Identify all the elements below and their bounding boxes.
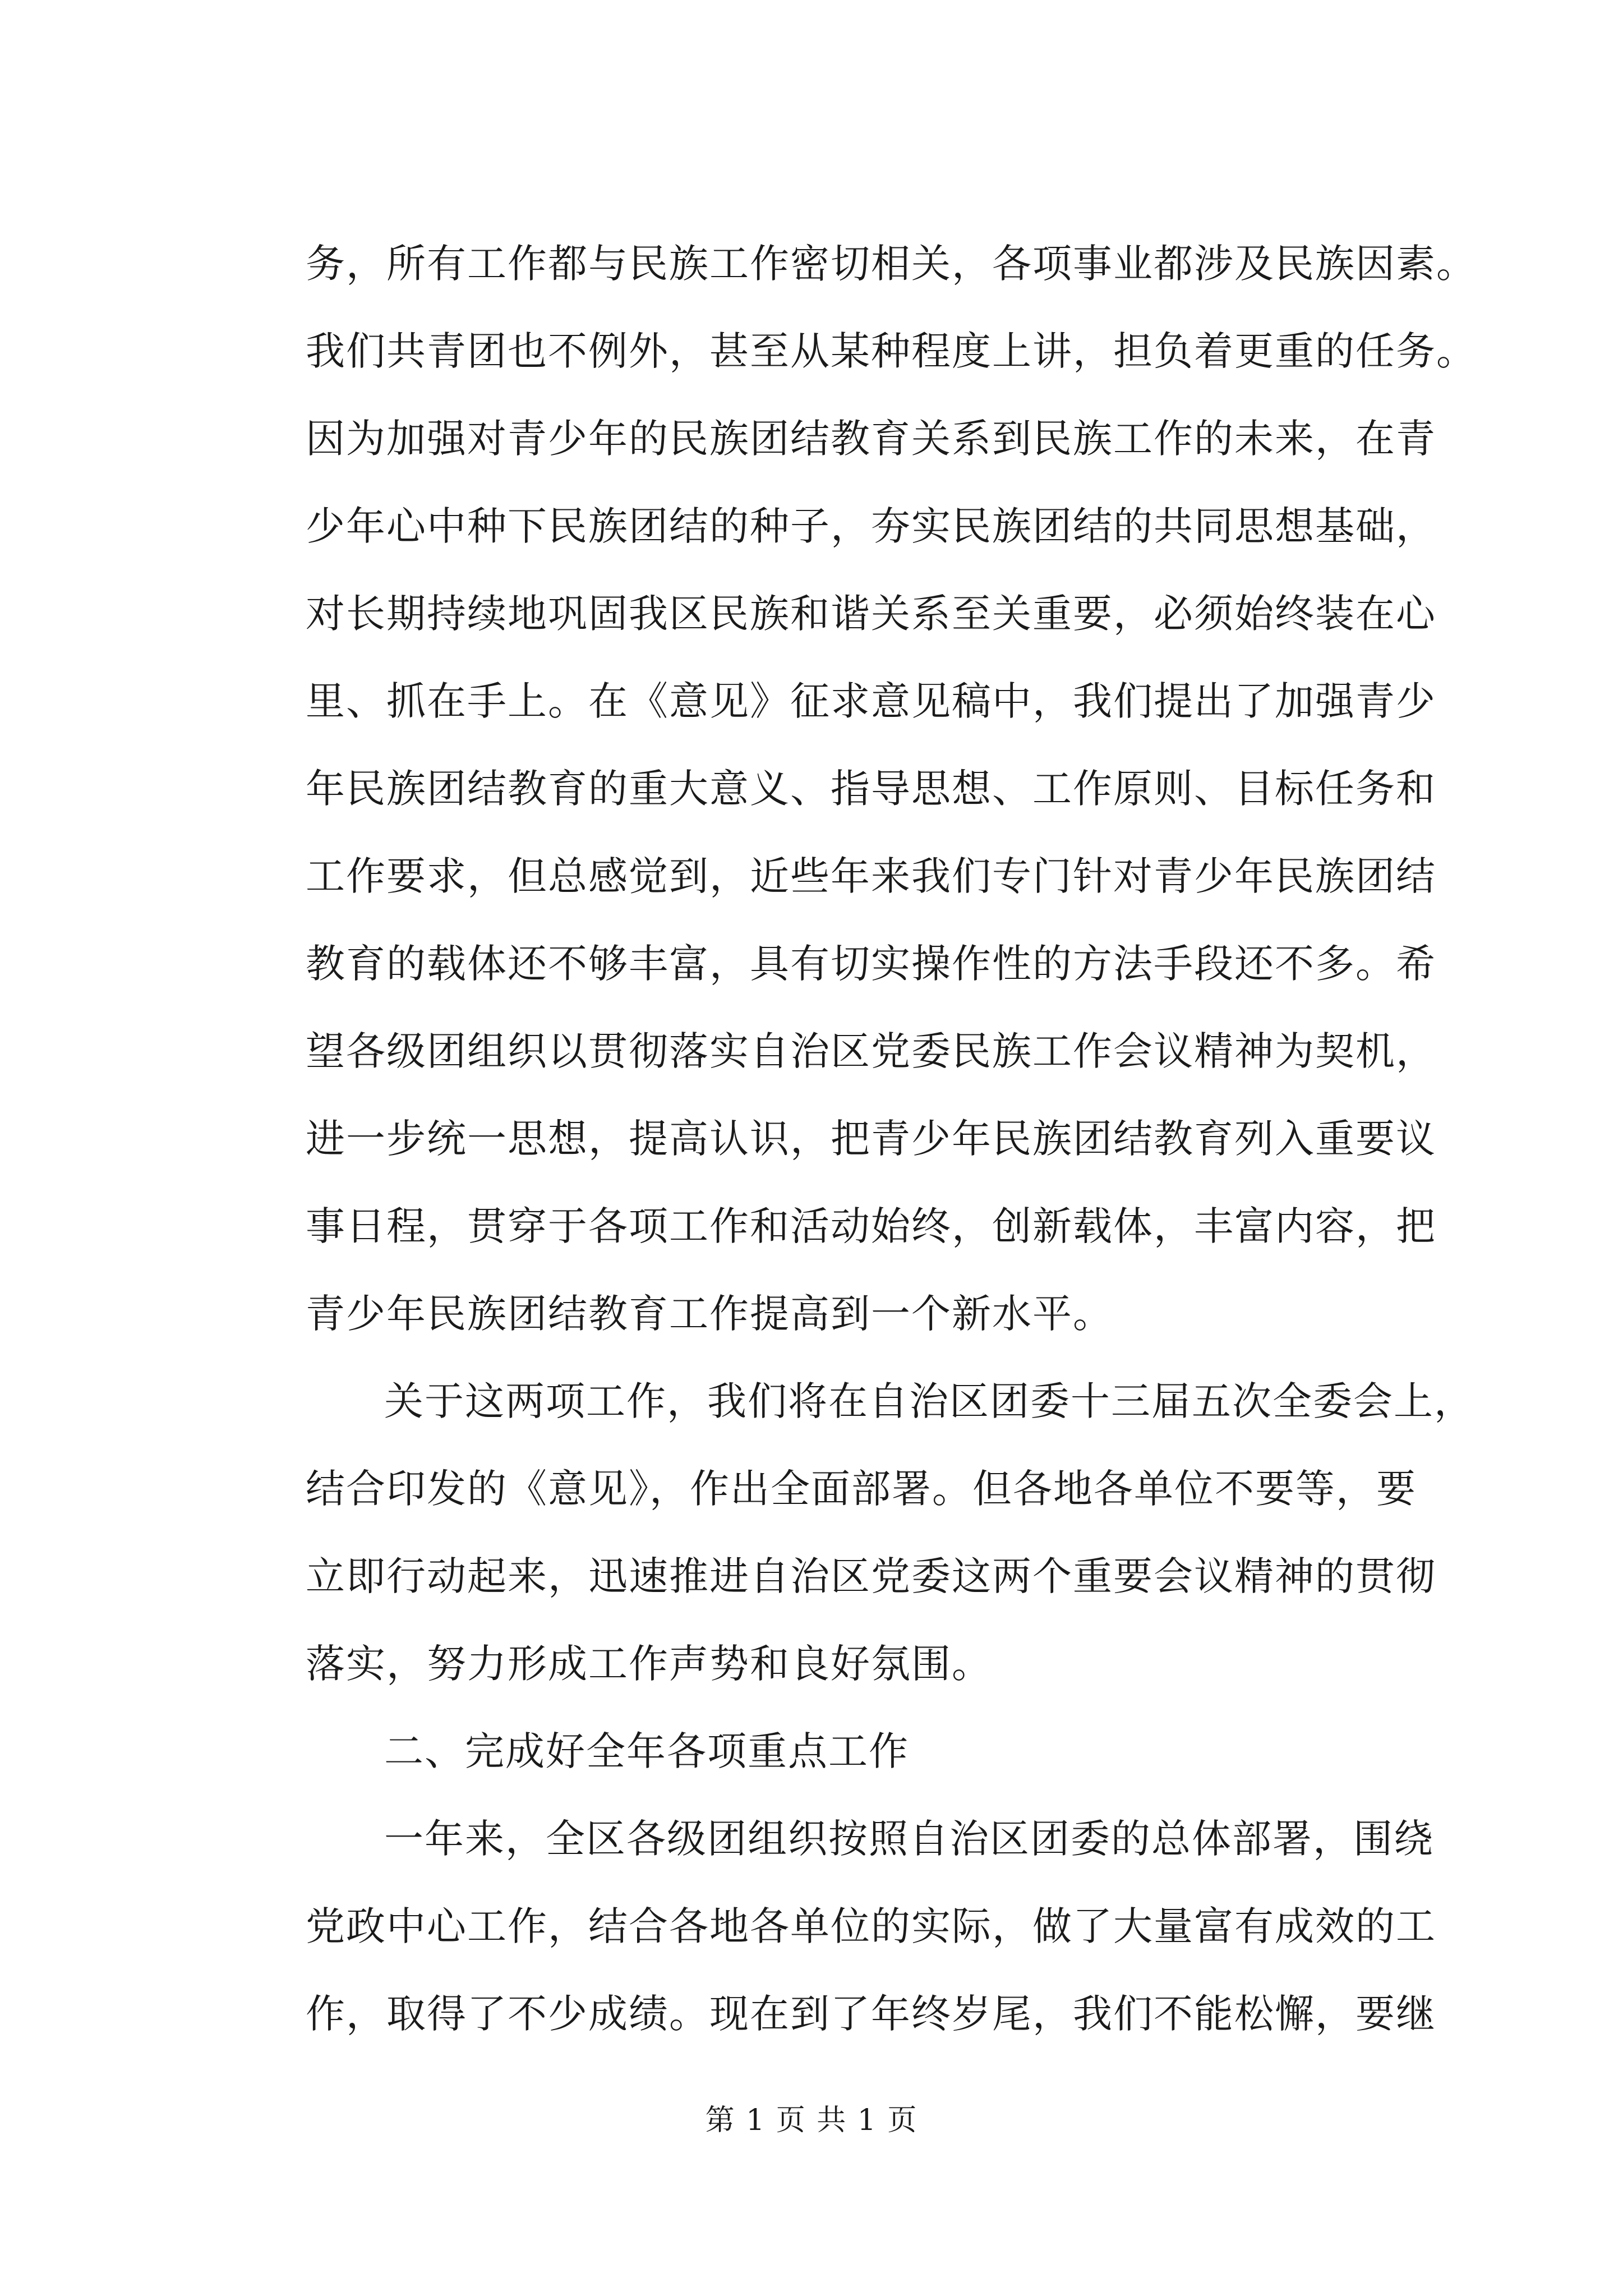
text-line: 教育的载体还不够丰富，具有切实操作性的方法手段还不多。希 (306, 941, 1436, 987)
page-number-footer: 第 1 页 共 1 页 (705, 2104, 918, 2137)
text-line: 里、抓在手上。在《意见》征求意见稿中，我们提出了加强青少 (306, 678, 1436, 724)
section-heading: 二、完成好全年各项重点工作 (384, 1728, 909, 1774)
text-line: 因为加强对青少年的民族团结教育关系到民族工作的未来，在青 (306, 416, 1436, 462)
paragraph-first-line: 一年来，全区各级团组织按照自治区团委的总体部署，围绕 (384, 1816, 1434, 1862)
text-line: 少年心中种下民族团结的种子，夯实民族团结的共同思想基础， (306, 503, 1436, 549)
text-line: 结合印发的《意见》，作出全面部署。但各地各单位不要等，要 (306, 1466, 1417, 1512)
text-line: 我们共青团也不例外，甚至从某种程度上讲，担负着更重的任务。 (306, 328, 1477, 374)
text-line: 事日程，贯穿于各项工作和活动始终，创新载体，丰富内容，把 (306, 1203, 1436, 1249)
text-line: 对长期持续地巩固我区民族和谐关系至关重要，必须始终装在心 (306, 591, 1436, 637)
text-line: 务，所有工作都与民族工作密切相关，各项事业都涉及民族因素。 (306, 241, 1477, 287)
text-line: 党政中心工作，结合各地各单位的实际，做了大量富有成效的工 (306, 1903, 1436, 1949)
text-line: 落实，努力形成工作声势和良好氛围。 (306, 1641, 992, 1687)
document-body (306, 220, 1477, 2058)
text-line: 进一步统一思想，提高认识，把青少年民族团结教育列入重要议 (306, 1116, 1436, 1162)
text-line: 作，取得了不少成绩。现在到了年终岁尾，我们不能松懈，要继 (306, 1991, 1436, 2037)
text-line: 年民族团结教育的重大意义、指导思想、工作原则、目标任务和 (306, 766, 1436, 812)
text-line: 立即行动起来，迅速推进自治区党委这两个重要会议精神的贯彻 (306, 1553, 1436, 1599)
text-line: 青少年民族团结教育工作提高到一个新水平。 (306, 1291, 1113, 1337)
paragraph-first-line: 关于这两项工作，我们将在自治区团委十三届五次全委会上， (384, 1378, 1474, 1424)
text-line: 工作要求，但总感觉到，近些年来我们专门针对青少年民族团结 (306, 853, 1436, 899)
text-line: 望各级团组织以贯彻落实自治区党委民族工作会议精神为契机， (306, 1028, 1436, 1074)
